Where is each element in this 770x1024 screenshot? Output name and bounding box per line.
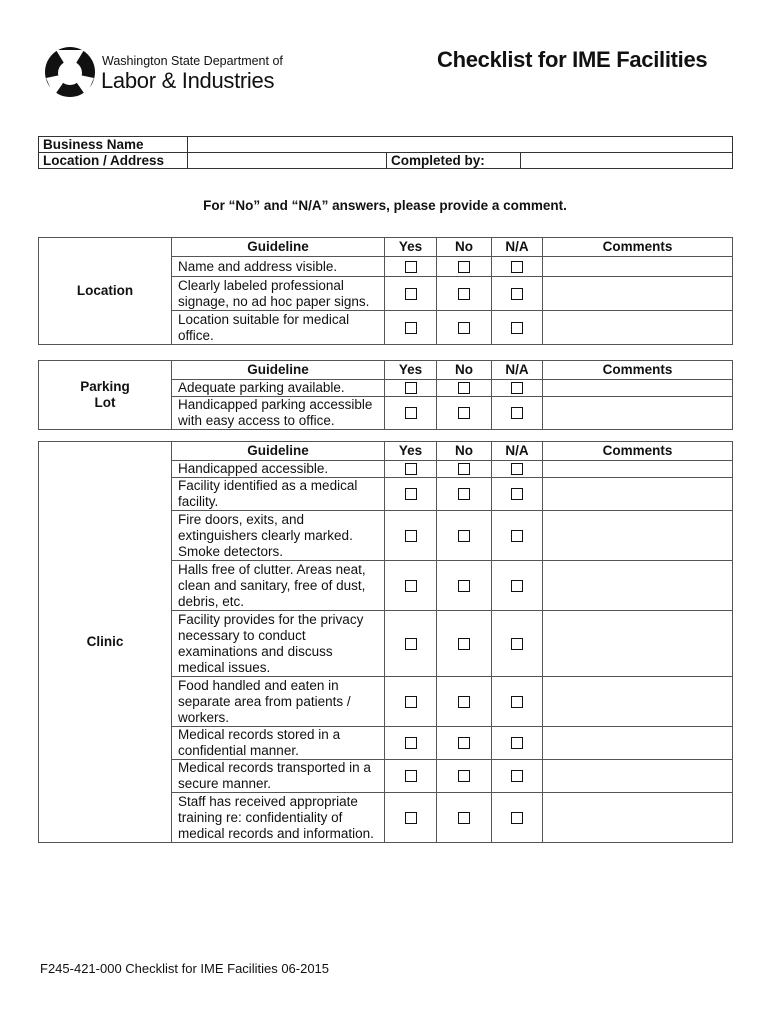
address-label: Location / Address [39,153,188,169]
document-title: Checklist for IME Facilities [437,47,708,72]
yes-checkbox[interactable] [405,530,417,542]
na-header: N/A [492,361,543,380]
guideline-header: Guideline [172,238,385,257]
yes-checkbox[interactable] [405,488,417,500]
comment-field[interactable] [543,380,733,397]
comment-field[interactable] [543,277,733,311]
guideline-text: Handicapped accessible. [172,461,385,478]
na-checkbox[interactable] [511,530,523,542]
no-checkbox[interactable] [458,770,470,782]
yes-header: Yes [385,238,437,257]
instruction-text: For “No” and “N/A” answers, please provide a comment. [203,198,567,213]
guideline-text: Food handled and eaten in separate area from patients / workers. [172,677,385,727]
yes-checkbox[interactable] [405,407,417,419]
business-name-field[interactable] [188,137,733,153]
no-checkbox[interactable] [458,463,470,475]
yes-header: Yes [385,442,437,461]
comment-field[interactable] [543,511,733,561]
comment-field[interactable] [543,677,733,727]
yes-header: Yes [385,361,437,380]
comment-field[interactable] [543,257,733,277]
yes-checkbox[interactable] [405,463,417,475]
guideline-text: Facility identified as a medical facility. [172,478,385,511]
completed-by-field[interactable] [521,153,733,169]
yes-checkbox[interactable] [405,580,417,592]
comment-field[interactable] [543,397,733,430]
no-checkbox[interactable] [458,696,470,708]
guideline-text: Location suitable for medical office. [172,311,385,345]
no-checkbox[interactable] [458,382,470,394]
guideline-text: Medical records transported in a secure manner. [172,760,385,793]
na-checkbox[interactable] [511,488,523,500]
guideline-text: Fire doors, exits, and extinguishers clearly marked. Smoke detectors. [172,511,385,561]
na-checkbox[interactable] [511,770,523,782]
no-checkbox[interactable] [458,812,470,824]
no-header: No [437,238,492,257]
comment-field[interactable] [543,727,733,760]
yes-checkbox[interactable] [405,638,417,650]
yes-checkbox[interactable] [405,696,417,708]
no-checkbox[interactable] [458,638,470,650]
na-checkbox[interactable] [511,580,523,592]
comments-header: Comments [543,442,733,461]
no-checkbox[interactable] [458,407,470,419]
comments-header: Comments [543,238,733,257]
guideline-text: Medical records stored in a confidential manner. [172,727,385,760]
no-checkbox[interactable] [458,580,470,592]
na-checkbox[interactable] [511,737,523,749]
address-field[interactable] [188,153,387,169]
section-table [38,441,733,843]
na-checkbox[interactable] [511,382,523,394]
guideline-text: Staff has received appropriate training re: confidentiality of medical records and information. [172,793,385,843]
guideline-text: Halls free of clutter. Areas neat, clean and sanitary, free of dust, debris, etc. [172,561,385,611]
no-checkbox[interactable] [458,322,470,334]
comment-field[interactable] [543,561,733,611]
guideline-text: Clearly labeled professional signage, no ad hoc paper signs. [172,277,385,311]
na-checkbox[interactable] [511,696,523,708]
category-label: Location [39,238,172,345]
guideline-text: Name and address visible. [172,257,385,277]
yes-checkbox[interactable] [405,261,417,273]
guideline-text: Handicapped parking accessible with easy access to office. [172,397,385,430]
na-checkbox[interactable] [511,812,523,824]
yes-checkbox[interactable] [405,770,417,782]
agency-name-line1: Washington State Department of [102,54,283,68]
na-checkbox[interactable] [511,288,523,300]
comment-field[interactable] [543,478,733,511]
comment-field[interactable] [543,793,733,843]
section-table [38,360,733,430]
li-logo-icon [44,44,96,100]
yes-checkbox[interactable] [405,812,417,824]
comments-header: Comments [543,361,733,380]
section-table [38,237,733,345]
no-checkbox[interactable] [458,488,470,500]
na-checkbox[interactable] [511,638,523,650]
business-name-label: Business Name [39,137,188,153]
no-header: No [437,442,492,461]
guideline-header: Guideline [172,442,385,461]
guideline-header: Guideline [172,361,385,380]
na-checkbox[interactable] [511,322,523,334]
na-checkbox[interactable] [511,463,523,475]
business-info-table [38,136,733,169]
yes-checkbox[interactable] [405,737,417,749]
form-footer: F245-421-000 Checklist for IME Facilities 06-2015 [40,961,330,976]
guideline-text: Facility provides for the privacy necessary to conduct examinations and discuss medical issues. [172,611,385,677]
comment-field[interactable] [543,461,733,478]
no-checkbox[interactable] [458,288,470,300]
yes-checkbox[interactable] [405,382,417,394]
comment-field[interactable] [543,611,733,677]
yes-checkbox[interactable] [405,322,417,334]
completed-by-label: Completed by: [387,153,521,169]
na-checkbox[interactable] [511,261,523,273]
comment-field[interactable] [543,760,733,793]
guideline-text: Adequate parking available. [172,380,385,397]
yes-checkbox[interactable] [405,288,417,300]
no-checkbox[interactable] [458,530,470,542]
no-checkbox[interactable] [458,261,470,273]
na-header: N/A [492,442,543,461]
no-checkbox[interactable] [458,737,470,749]
category-label: Clinic [39,442,172,843]
agency-name-line2: Labor & Industries [101,68,275,93]
no-header: No [437,361,492,380]
na-header: N/A [492,238,543,257]
category-label: Parking Lot [39,361,172,430]
na-checkbox[interactable] [511,407,523,419]
comment-field[interactable] [543,311,733,345]
